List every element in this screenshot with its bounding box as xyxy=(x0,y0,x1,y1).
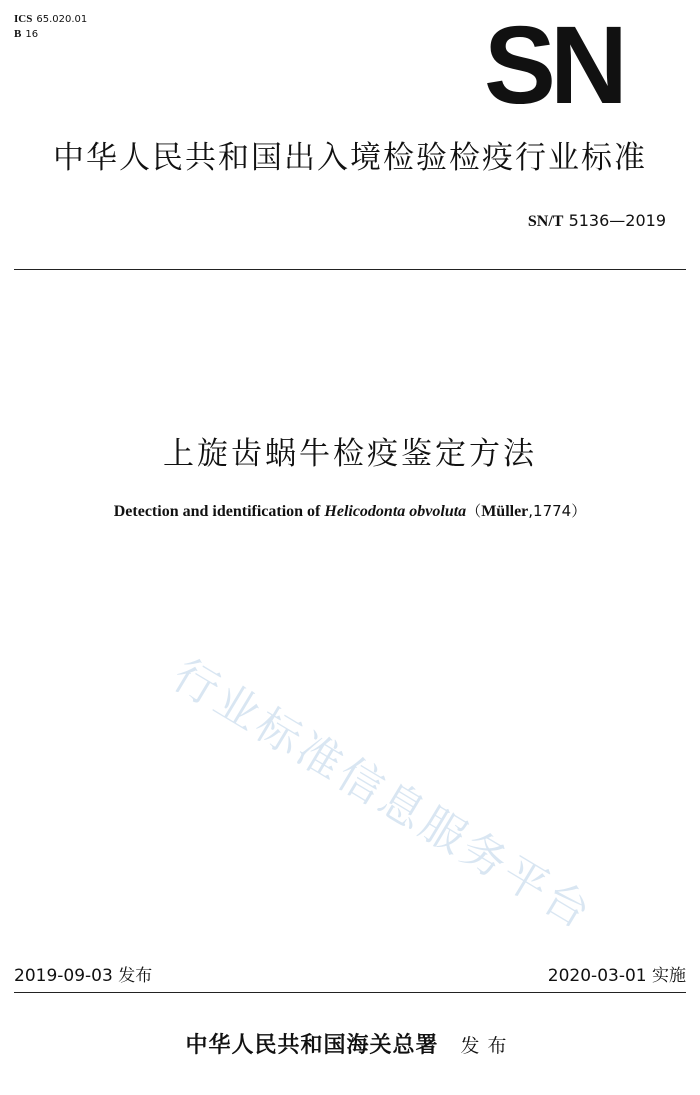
species-author: Müller xyxy=(481,503,529,520)
paren-close: ） xyxy=(571,502,587,520)
standard-code-number: 5136—2019 xyxy=(568,211,666,230)
organization-title: 中华人民共和国出入境检验检疫行业标准 xyxy=(53,140,647,176)
implement-date: 2020-03-01 实施 xyxy=(547,966,686,986)
issuer-line xyxy=(0,1028,700,1059)
category-code: 16 xyxy=(25,29,39,40)
ics-code: 65.020.01 xyxy=(36,14,88,25)
sn-logo-text: SN xyxy=(484,4,622,127)
document-title-cn: 上旋齿蜗牛检疫鉴定方法 xyxy=(163,436,537,472)
standard-code-prefix: SN/T xyxy=(527,213,564,230)
watermark: 行业标准信息服务平台 xyxy=(164,649,602,941)
ics-label: ICS xyxy=(14,13,33,25)
species-name: Helicodonta obvoluta xyxy=(324,503,467,520)
release-date: 2019-09-03 发布 xyxy=(14,966,153,986)
paren-open: （ xyxy=(466,502,482,520)
document-title-en xyxy=(0,500,700,521)
issuer-name: 中华人民共和国海关总署 xyxy=(185,1032,439,1058)
header-divider xyxy=(14,269,686,270)
footer-divider xyxy=(14,992,686,993)
sn-logo xyxy=(484,4,646,127)
species-year: ,1774 xyxy=(528,502,572,520)
issuer-action: 发布 xyxy=(460,1035,515,1057)
title-en-lead: Detection and identification of xyxy=(113,503,325,520)
standard-code xyxy=(528,211,666,231)
category-label: B xyxy=(14,28,22,40)
classification-block xyxy=(14,12,87,42)
